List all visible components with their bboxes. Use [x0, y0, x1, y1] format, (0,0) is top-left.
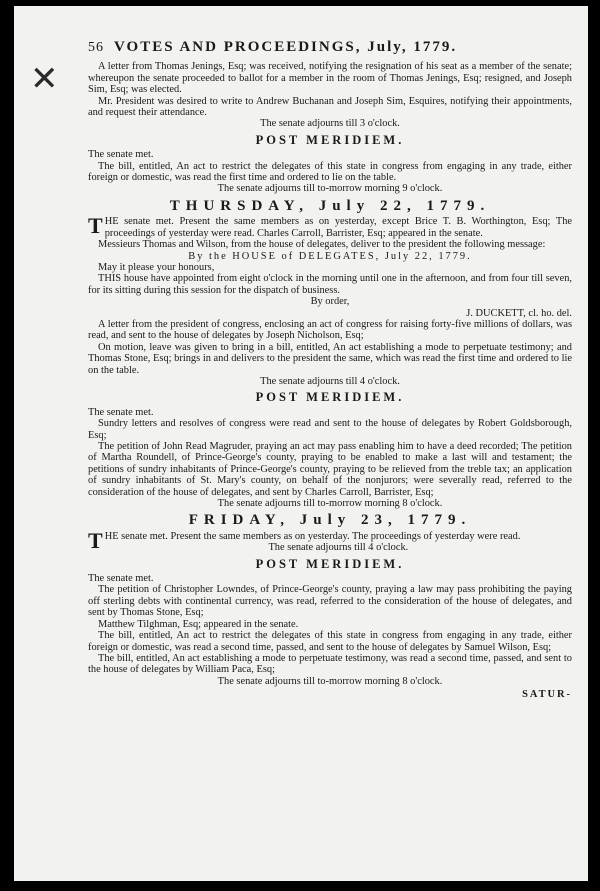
message-salutation: May it please your honours,: [98, 261, 215, 273]
message-heading: By the HOUSE of DELEGATES, July 22, 1779.: [188, 250, 472, 262]
paragraph-trade-bill-passed: The bill, entitled, An act to restrict the delegates of this state in congress from engaging in any trade, either foreign or domestic, was read a second time, passed, and sent to the house of delegates by Samuel Wilson, Esq;: [88, 630, 572, 653]
message-signature: J. DUCKETT, cl. ho. del.: [466, 307, 572, 319]
paragraph-president-letter: Mr. President was desired to write to Andrew Buchanan and Joseph Sim, Esquires, notifying their appointments, and request their attendance.: [88, 95, 572, 119]
senate-met: The senate met.: [88, 573, 154, 585]
day-heading-thursday: THURSDAY, July 22, 1779.: [169, 197, 491, 214]
paragraph-text: HE senate met. Present the same members as on yesterday. The proceedings of yesterday were read.: [104, 530, 521, 542]
senate-met: The senate met.: [88, 149, 154, 161]
section-heading-post-meridiem: POST MERIDIEM.: [255, 556, 405, 571]
paragraph-testimony-bill: On motion, leave was given to bring in a bill, entitled, An act establishing a mode to perpetuate testimony; and Thomas Stone, Esq; brings in and delivers to the president the same, which was read the first time and ordered to lie on the table.: [88, 341, 572, 376]
paragraph-trade-bill: The bill, entitled, An act to restrict the delegates of this state in congress from engaging in any trade, either foreign or domestic, was read the first time and ordered to lie on the table.: [88, 160, 572, 184]
paragraph-tilghman: Matthew Tilghman, Esq; appeared in the senate.: [98, 618, 299, 630]
adjournment: The senate adjourns till to-morrow morning 9 o'clock.: [217, 183, 443, 195]
adjournment: The senate adjourns till 4 o'clock.: [268, 542, 409, 554]
paragraph-petitions: The petition of John Read Magruder, praying an act may pass enabling him to have a deed recorded; The petition of Martha Roundell, of Prince-George's county, praying to be enabled to make a last will and testament; the petitions of sundry inhabitants of Prince-George's county, praying to be relieved from the treble tax; an application of sundry inhabitants of St. Mary's county, on behalf of the nonjurors; were severally read, referred to the consideration of the house of delegates, and sent by Charles Carroll, Barrister, Esq;: [88, 441, 572, 498]
paragraph-testimony-bill-passed: The bill, entitled, An act establishing a mode to perpetuate testimony, was read a second time, passed, and sent to the house of delegates by William Paca, Esq;: [88, 652, 572, 676]
page-number: 56: [88, 40, 104, 55]
paragraph-message-delivery: Messieurs Thomas and Wilson, from the house of delegates, deliver to the president the following message:: [98, 239, 546, 251]
paragraph-congress-letter: A letter from the president of congress, enclosing an act of congress for raising forty-five millions of dollars, was read, and sent to the house of delegates by Joseph Nicholson, Esq;: [88, 318, 572, 342]
day-heading-friday: FRIDAY, July 23, 1779.: [188, 512, 472, 529]
section-heading-post-meridiem: POST MERIDIEM.: [255, 390, 405, 405]
running-header: [88, 39, 572, 55]
document-page: [14, 6, 588, 881]
page-content: [88, 39, 572, 701]
message-by-order: By order,: [310, 296, 350, 308]
adjournment: The senate adjourns till 4 o'clock.: [260, 375, 400, 387]
adjournment: The senate adjourns till 3 o'clock.: [260, 118, 400, 130]
running-title: VOTES AND PROCEEDINGS, July, 1779.: [114, 39, 458, 55]
paragraph-thursday-opening: [88, 213, 572, 239]
margin-x-mark-icon: ✕: [30, 59, 59, 99]
drop-cap: T: [88, 527, 103, 553]
message-body: THIS house have appointed from eight o'clock in the morning until one in the afternoon, and from four till seven, for its sitting during this session for the dispatch of business.: [88, 273, 572, 296]
drop-cap: T: [88, 213, 103, 239]
paragraph-resignation: A letter from Thomas Jenings, Esq; was received, notifying the resignation of his seat as a member of the senate; whereupon the senate proceeded to ballot for a member in the room of Thomas Jenings, Esq; resigned, and Joseph Sim, Esq; was elected.: [88, 61, 572, 96]
adjournment: The senate adjourns till to-morrow morning 8 o'clock.: [217, 675, 443, 687]
section-heading-post-meridiem: POST MERIDIEM.: [255, 132, 405, 147]
paragraph-text: HE senate met. Present the same members as on yesterday, except Brice T. B. Worthington, Esq; The proceedings of yesterday were read. Charles Carroll, Barrister, Esq; appeared in the senate.: [104, 216, 572, 239]
catchword: SATUR-: [522, 689, 572, 701]
senate-met: The senate met.: [88, 406, 154, 418]
adjournment: The senate adjourns till to-morrow morning 8 o'clock.: [217, 498, 443, 510]
paragraph-lowndes-petition: The petition of Christopher Lowndes, of Prince-George's county, praying a law may pass prohibiting the paying off sterling debts with continental currency, was read, referred to the consideration of the house of delegates, and sent by Thomas Stone, Esq;: [88, 584, 572, 619]
paragraph-sundry-letters: Sundry letters and resolves of congress were read and sent to the house of delegates by Robert Goldsborough, Esq;: [88, 418, 572, 441]
